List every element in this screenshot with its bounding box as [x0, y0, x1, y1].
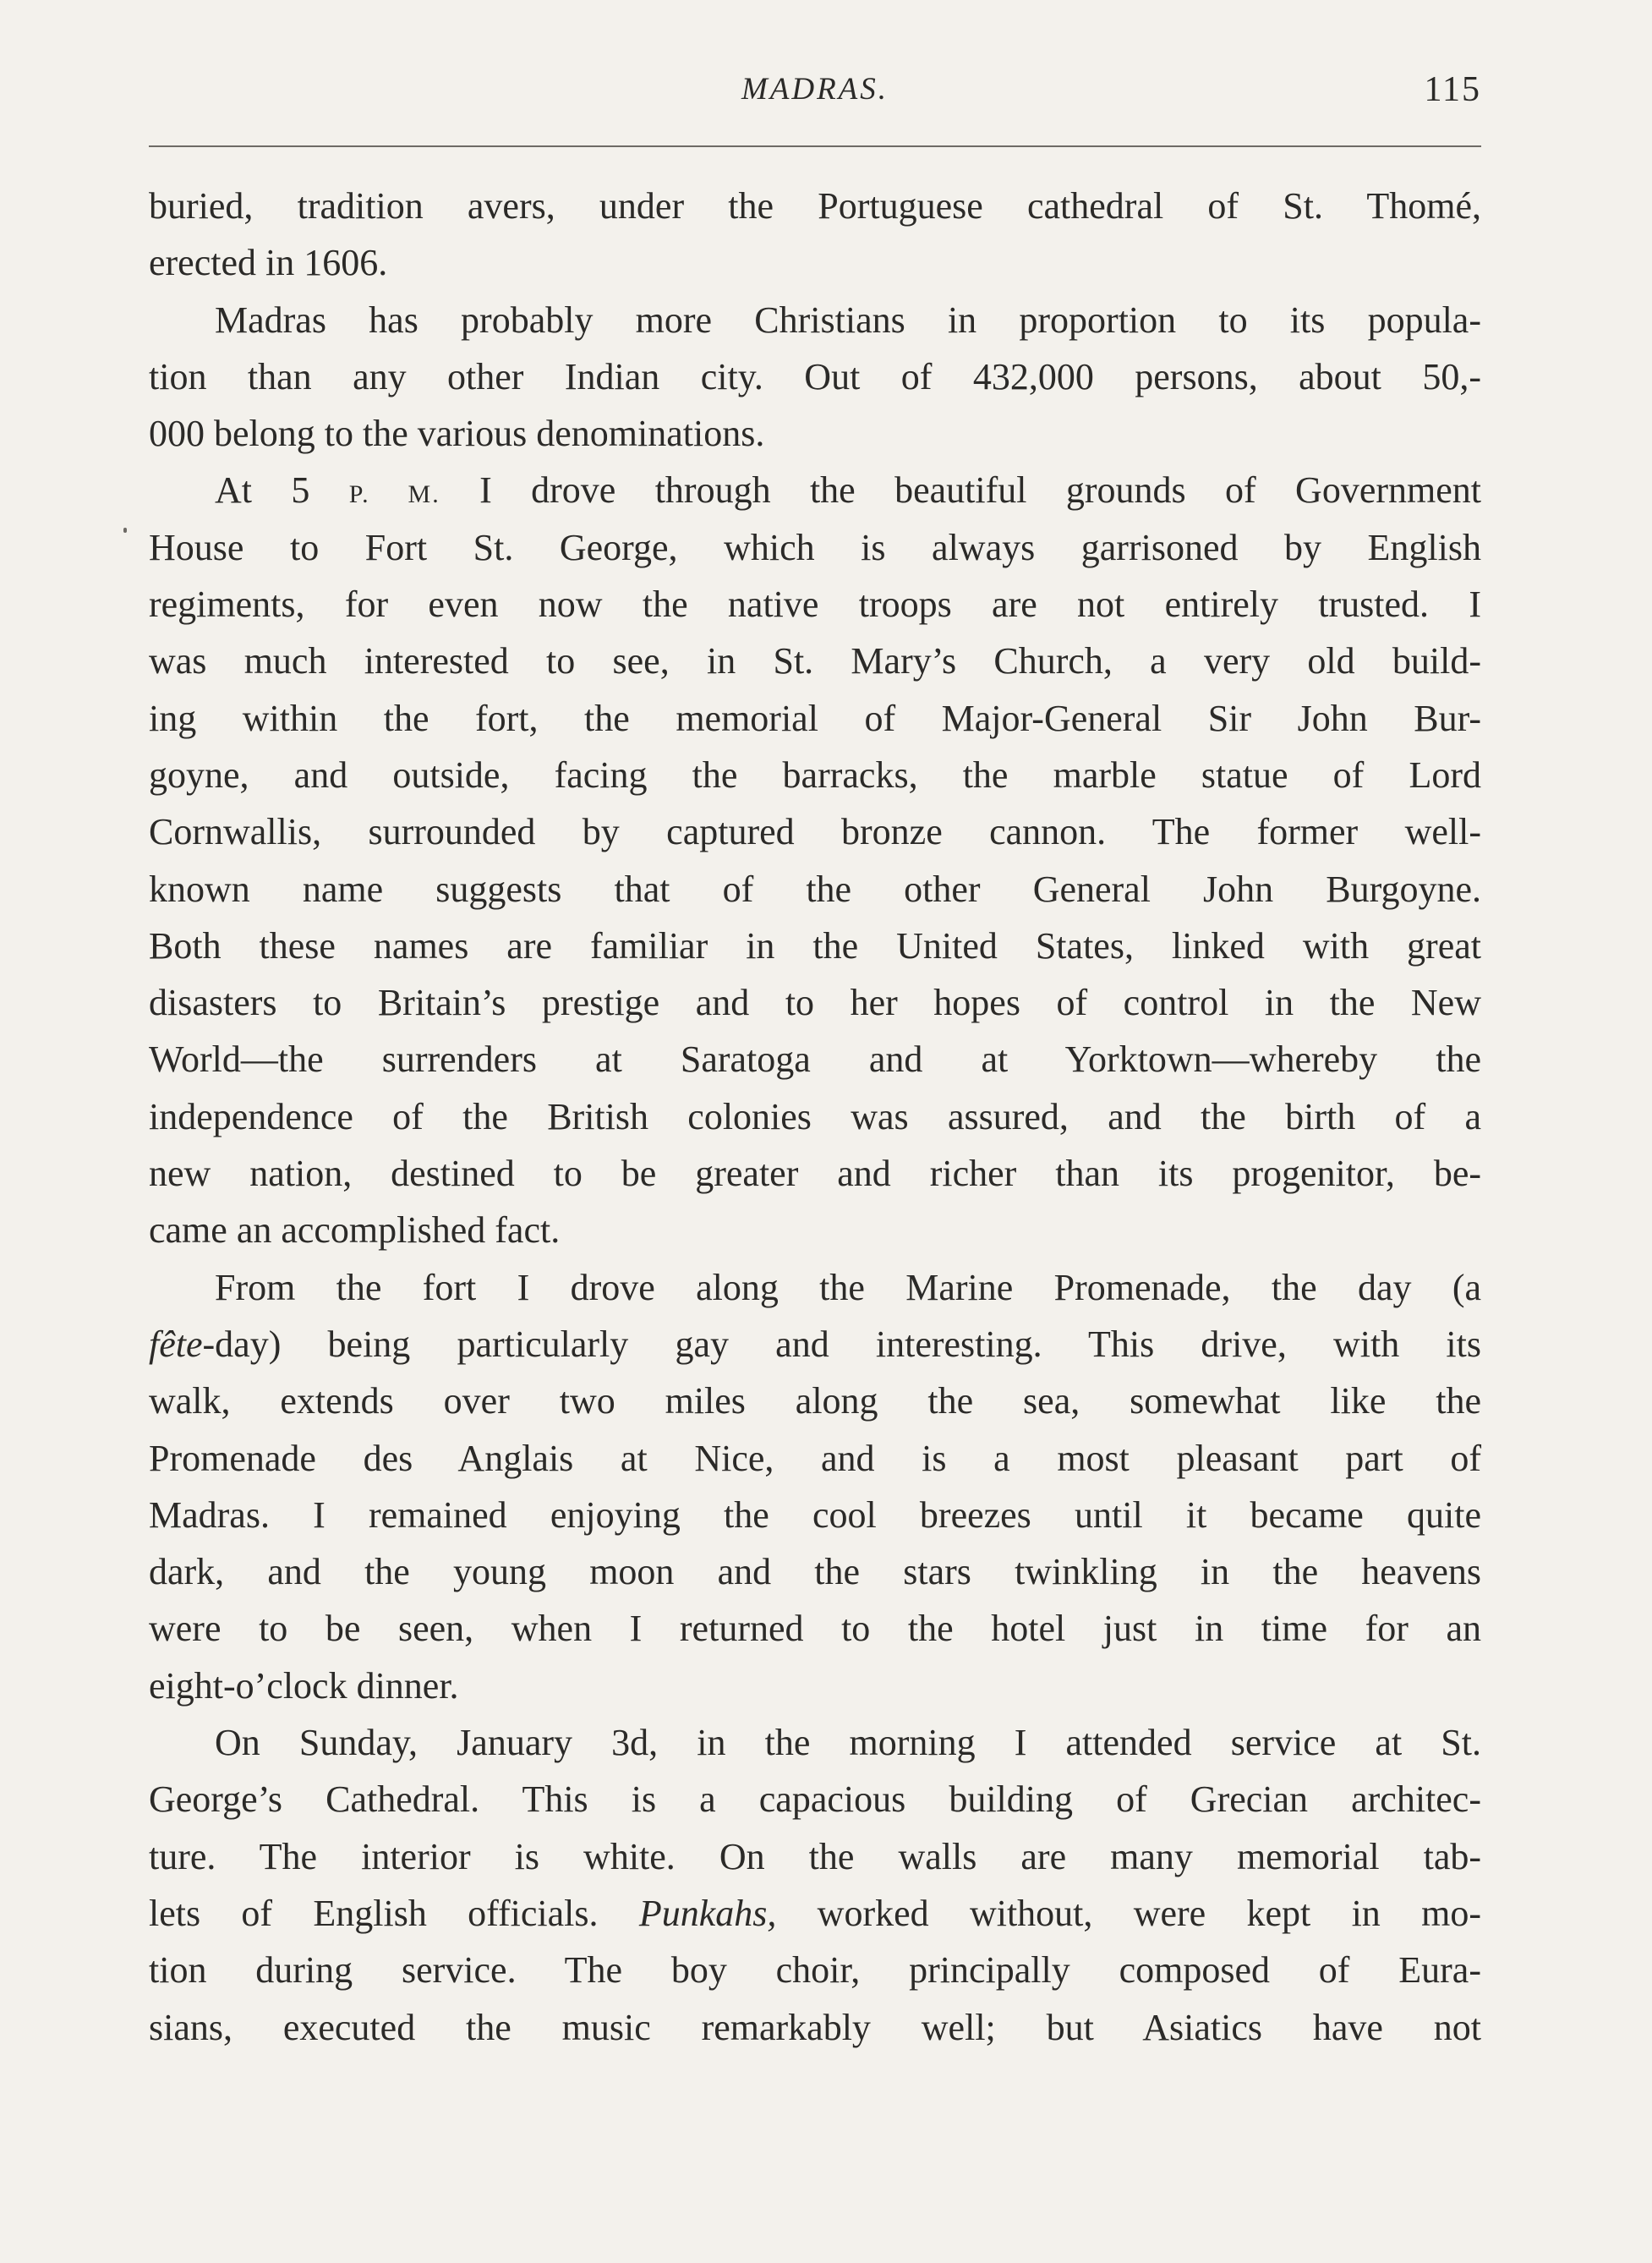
body-text: [149, 178, 1481, 2056]
text-line: World—the surrenders at Saratoga and at Yorktown—whereby the: [149, 1038, 1481, 1081]
text-line: goyne, and outside, facing the barracks, the marble statue of Lord: [149, 753, 1481, 796]
text-line: new nation, destined to be greater and richer than its progenitor, be-: [149, 1153, 1481, 1195]
text-run: I drove through the beautiful grounds of Government: [440, 469, 1481, 512]
text-line: From the fort I drove along the Marine Promenade, the day (a: [215, 1266, 1481, 1308]
text-line: [149, 462, 1481, 518]
text-line: were to be seen, when I returned to the hotel just in time for an: [149, 1608, 1481, 1650]
small-caps-run: P. M.: [348, 480, 440, 509]
page-number: 115: [1424, 70, 1481, 109]
text-run: lets of English officials.: [149, 1892, 639, 1934]
text-line: disasters to Britain’s prestige and to her hopes of control in the New: [149, 982, 1481, 1024]
text-line: eight-o’clock dinner.: [149, 1664, 459, 1707]
text-line: 000 belong to the various denominations.: [149, 413, 765, 455]
italic-run: Punkahs,: [638, 1892, 777, 1934]
text-line: buried, tradition avers, under the Portuguese cathedral of St. Thomé,: [149, 185, 1481, 227]
header-rule: [149, 145, 1481, 147]
italic-run: fête: [149, 1323, 203, 1365]
text-line: ture. The interior is white. On the walls are many memorial tab-: [149, 1835, 1481, 1877]
text-line: tion than any other Indian city. Out of 432,000 persons, about 50,-: [149, 355, 1481, 397]
text-line: known name suggests that of the other General John Burgoyne.: [149, 868, 1481, 910]
text-line: dark, and the young moon and the stars twinkling in the heavens: [149, 1551, 1481, 1593]
text-line: Cornwallis, surrounded by captured bronze cannon. The former well-: [149, 811, 1481, 853]
text-line: was much interested to see, in St. Mary’s Church, a very old build-: [149, 640, 1481, 682]
text-run: At 5: [215, 469, 349, 512]
running-head: [149, 68, 1481, 118]
text-line: Promenade des Anglais at Nice, and is a most pleasant part of: [149, 1437, 1481, 1479]
text-run: worked without, were kept in mo-: [776, 1892, 1481, 1934]
text-line: George’s Cathedral. This is a capacious building of Grecian architec-: [149, 1778, 1481, 1821]
text-run: -day) being particularly gay and interesting. This drive, with its: [202, 1323, 1481, 1365]
text-line: ing within the fort, the memorial of Major-General Sir John Bur-: [149, 697, 1481, 739]
text-line: came an accomplished fact.: [149, 1209, 561, 1252]
text-line: Both these names are familiar in the United States, linked with great: [149, 924, 1481, 967]
text-line: walk, extends over two miles along the sea, somewhat like the: [149, 1380, 1481, 1422]
text-line: Madras has probably more Christians in proportion to its popula-: [215, 299, 1481, 341]
text-line: House to Fort St. George, which is always garrisoned by English: [149, 526, 1481, 568]
text-line: independence of the British colonies was assured, and the birth of a: [149, 1095, 1481, 1137]
text-line: On Sunday, January 3d, in the morning I attended service at St.: [215, 1722, 1481, 1764]
text-line: tion during service. The boy choir, principally composed of Eura-: [149, 1949, 1481, 1992]
text-line: [149, 1316, 1481, 1373]
text-line: sians, executed the music remarkably well; but Asiatics have not: [149, 2006, 1481, 2048]
running-title: MADRAS.: [741, 72, 889, 107]
text-line: Madras. I remained enjoying the cool breezes until it became quite: [149, 1493, 1481, 1536]
text-line: erected in 1606.: [149, 242, 388, 284]
margin-mark: [123, 528, 127, 533]
text-line: [149, 1885, 1481, 1942]
text-line: regiments, for even now the native troops are not entirely trusted. I: [149, 584, 1481, 626]
